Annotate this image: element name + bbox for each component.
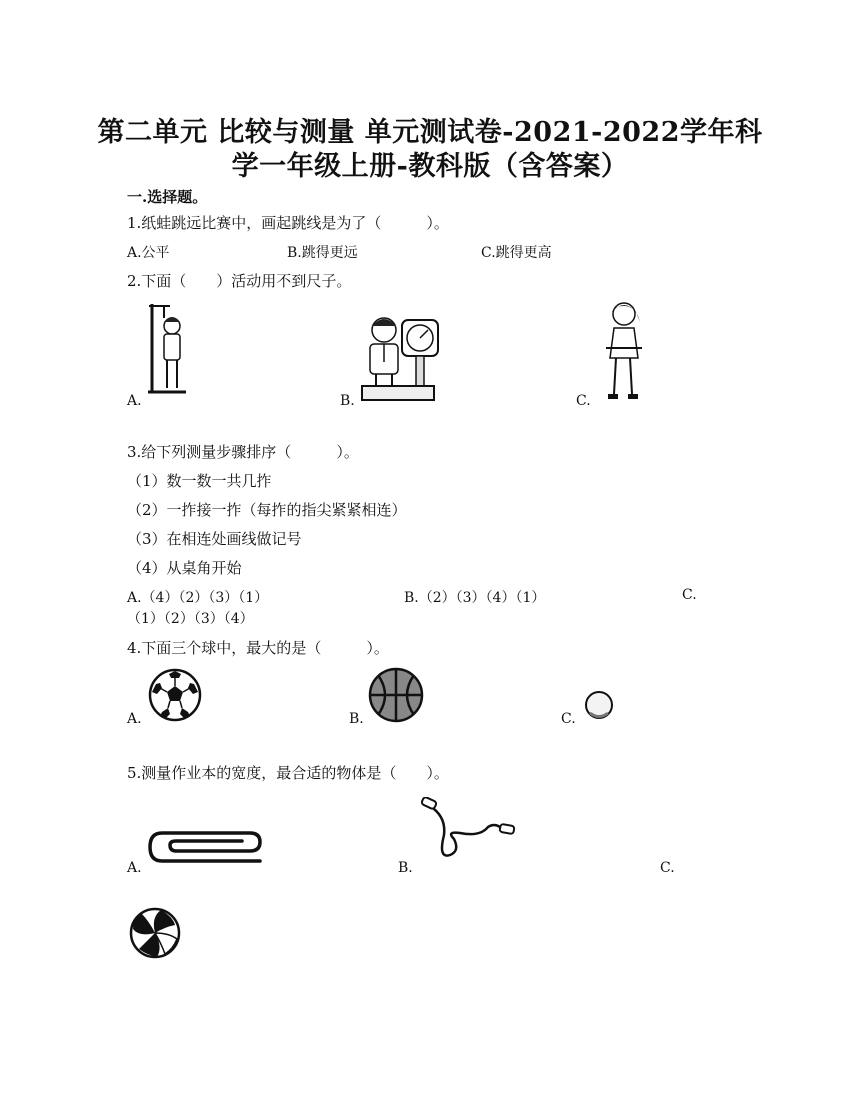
question-2-stem: 2.下面（ ）活动用不到尺子。 [127, 272, 352, 290]
question-3-option-c: C. [682, 587, 697, 603]
paper-clip-image [146, 825, 264, 869]
question-3-option-c-continued: （1）（2）（3）（4） [127, 611, 254, 627]
weight-scale-image [358, 312, 442, 404]
question-3-option-b: B.（2）（3）（4）（1） [404, 590, 546, 606]
question-1-option-c: C.跳得更高 [481, 245, 552, 261]
question-1-option-a: A.公平 [127, 245, 170, 261]
volleyball-image [129, 907, 181, 959]
question-5-option-b: B. [398, 860, 413, 876]
height-measuring-image [146, 300, 188, 396]
question-5-option-c: C. [660, 860, 675, 876]
question-5-stem: 5.测量作业本的宽度，最合适的物体是（ ）。 [127, 764, 449, 782]
question-5-option-a: A. [127, 860, 142, 876]
question-3-step-2: （2）一拃接一拃（每拃的指尖紧紧相连） [127, 501, 407, 519]
question-3-stem: 3.给下列测量步骤排序（ ）。 [127, 443, 359, 461]
question-2-option-a: A. [127, 393, 142, 409]
page-title-line-1: 第二单元 比较与测量 单元测试卷-2021-2022学年科 [97, 117, 763, 148]
basketball-image [368, 667, 424, 723]
question-3-option-a: A.（4）（2）（3）（1） [127, 590, 269, 606]
question-3-step-4: （4）从桌角开始 [127, 559, 242, 577]
jump-rope-image [420, 797, 516, 867]
question-1-stem: 1.纸蛙跳远比赛中，画起跳线是为了（ ）。 [127, 214, 449, 232]
page-title-line-2: 学一年级上册-教科版（含答案） [231, 151, 629, 182]
question-4-option-a: A. [127, 711, 142, 727]
question-4-option-c: C. [561, 711, 576, 727]
question-3-step-3: （3）在相连处画线做记号 [127, 530, 302, 548]
question-4-stem: 4.下面三个球中，最大的是（ ）。 [127, 639, 389, 657]
question-2-option-c: C. [576, 393, 591, 409]
section-heading: 一.选择题。 [127, 188, 208, 206]
question-4-option-b: B. [349, 711, 364, 727]
girl-waist-measuring-image [598, 298, 648, 402]
small-ball-image [584, 689, 614, 721]
soccer-ball-image [148, 668, 202, 722]
question-1-option-b: B.跳得更远 [287, 245, 358, 261]
question-2-option-b: B. [340, 393, 355, 409]
question-3-step-1: （1）数一数一共几拃 [127, 472, 272, 490]
